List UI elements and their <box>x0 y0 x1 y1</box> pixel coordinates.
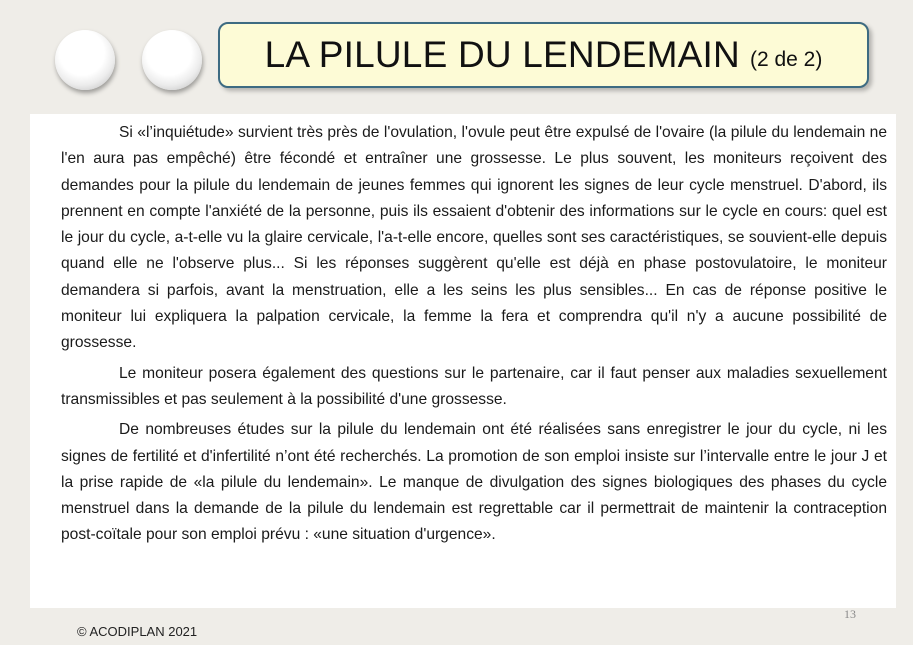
page-number: 13 <box>844 607 856 621</box>
page-subtitle: (2 de 2) <box>749 48 823 71</box>
page-title: LA PILULE DU LENDEMAIN <box>264 34 740 75</box>
pill-right-image <box>142 30 202 90</box>
paragraph-1: Si «l’inquiétude» survient très près de l'ovulation, l'ovule peut être expulsé de l'ovaire (la pilule du lendemain ne l'en aura pas empêché) être fécondé et entraîner une grossesse. Le plus souvent, les moniteurs reçoivent des demandes pour la pilule du lendemain de jeunes femmes qui ignorent les signes de leur cycle menstruel. D'abord, ils prennent en compte l'anxiété de la personne, puis ils essaient d'obtenir des informations sur le cycle en cours: quel est le jour du cycle, a-t-elle vu la glaire cervicale, l'a-t-elle encore, quelles sont ses caractéristiques, se souvient-elle depuis quand elle ne l'observe plus... Si les réponses suggèrent qu'elle est déjà en phase postovulatoire, le moniteur demandera si parfois, avant la menstruation, elle a les seins les plus sensibles... En cas de réponse positive le moniteur lui expliquera la palpation cervicale, la femme la fera et comprendra qu'il n'y a aucune possibilité de grossesse. <box>61 124 887 352</box>
pill-left-image <box>55 30 115 90</box>
copyright-notice: © ACODIPLAN 2021 <box>77 624 198 639</box>
paragraph-2: Le moniteur posera également des questions sur le partenaire, car il faut penser aux maladies sexuellement transmissibles et pas seulement à la possibilité d'une grossesse. <box>61 364 887 408</box>
paragraph-3: De nombreuses études sur la pilule du lendemain ont été réalisées sans enregistrer le jour du cycle, ni les signes de fertilité et d'infertilité n’ont été recherchés. La promotion de son emploi insiste sur l’intervalle entre le jour J et la prise rapide de «la pilule du lendemain». Le manque de divulgation des signes biologiques des phases du cycle menstruel dans la demande de la pilule du lendemain est regrettable car il permettrait de maintenir la contraception post-coïtale pour son emploi prévu : «une situation d'urgence». <box>61 421 887 544</box>
title-banner <box>218 22 869 88</box>
body-text-panel <box>30 114 896 608</box>
